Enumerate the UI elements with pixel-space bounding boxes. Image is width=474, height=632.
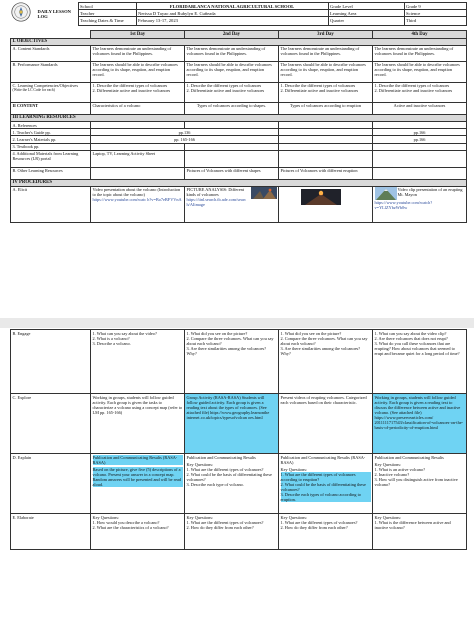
school-value: FLORIDABLANCA NATIONAL AGRICULTURAL SCHOOL xyxy=(136,3,328,10)
competencies-label xyxy=(11,82,91,102)
content-standards-d2: The learners demonstrate an understanding of volcanoes found in the Philippines. xyxy=(185,45,279,61)
engage-d4: 1. What can you say about the video clip? 2. Are there volcanoes that does not erupt? 3. What do you call these volcanoes that are erupting? How about volcanoes that seemed to erupt and became quiet for a long period of time? xyxy=(373,330,467,394)
explore-label: C. Explore xyxy=(11,394,91,454)
explore-d1: Working in groups, students will follow guided activity. Each group is given the tasks to characterize a volcano using a concept map (refer to LM pp. 165-166) xyxy=(91,394,185,454)
explore-d2: Group Activity (RASA-RASA) Students will follow guided activity. Each group is given a reading text about the types of volcanoes. (See attached file) https://www.geography.learnonthe internet.co.uk/topics/typesofvolcan oes.html xyxy=(185,394,279,454)
dates-label: Teaching Dates & Time xyxy=(78,17,136,26)
explain-d1-text: Based on the picture, give five (5) descriptions of a volcano. Present your answer in a concept map. Random answers will be presented and will be read aloud. xyxy=(92,466,182,487)
elaborate-d2: Key Questions: 1. What are the different types of volcanoes? 2. How do they differ from each other? xyxy=(185,514,279,550)
other-resources-label: B. Other Learning Resources xyxy=(11,167,91,179)
explain-d2 xyxy=(185,454,279,514)
mayon-image-icon xyxy=(375,187,397,200)
engage-d3: 1. What did you see on the picture? 2. Compare the three volcanoes. What can you say about each volcano? 3. Are there similarities among the volcanoes? Why? xyxy=(279,330,373,394)
performance-standards-d1: The learners should be able to describe volcanoes according to its shape, eruption, and eruption record. xyxy=(91,61,185,82)
elicit-d3 xyxy=(279,186,373,222)
elaborate-d4: Key Questions: 1. What is the difference between active and inactive volcano? xyxy=(373,514,467,550)
teachers-guide-value-d4: pp.166 xyxy=(373,129,467,136)
elaborate-d3: Key Questions: 1. What are the different types of volcanoes? 2. How do they differ from each other? xyxy=(279,514,373,550)
elicit-label: A. Elicit xyxy=(11,186,91,222)
procedures-title: IV PROCEDURES xyxy=(11,179,467,186)
explain-d4-text: Key Questions: 1. What is an active volcano? 2. Inactive volcano? 3. How will you distinguish active from inactive volcano? xyxy=(374,461,458,487)
quarter-label: Quarter xyxy=(328,17,404,26)
content-standards-d1: The learners demonstrate an understanding of volcanoes found in the Philippines. xyxy=(91,45,185,61)
teachers-guide-value: pp.136 xyxy=(91,129,279,136)
performance-standards-label: B. Performance Standards xyxy=(11,61,91,82)
explain-d3-text: 1. What are the different types of volcanoes according to eruption? 2. What could be the basis of differentiating these volcanoes? 3. Describe each types of volcano according to eruption. xyxy=(281,472,371,502)
teachers-guide-label: 1. Teacher's Guide pp. xyxy=(11,129,91,136)
day-4-header: 4th Day xyxy=(373,31,467,38)
header-table xyxy=(10,2,467,26)
day-1-header: 1st Day xyxy=(91,31,185,38)
teacher-value: Nerissa D Tayao and Rubylyn E. Cuñeada xyxy=(136,10,328,17)
learners-materials-value: pp. 165-166 xyxy=(91,136,279,143)
references-label: A. References xyxy=(11,121,91,128)
day-3-header: 3rd Day xyxy=(279,31,373,38)
competencies-d3: 1. Describe the different types of volcanoes 2. Differentiate active and inactive volcanoes xyxy=(279,82,373,102)
elicit-d1-text: Video presentation about the volcano (Introduction to the topic about the volcano) xyxy=(92,187,181,198)
explain-d1 xyxy=(91,454,185,514)
resources-title: III LEARNING RESOURCES xyxy=(11,114,467,121)
learners-materials-value-d4: pp.166 xyxy=(373,136,467,143)
explain-d3-pre: Key Questions: xyxy=(280,466,308,472)
elicit-d4-link[interactable]: https://www.youtube.com/watch? v=YLlZYbzWb0w xyxy=(374,200,433,211)
content-standards-label: A. Content Standards xyxy=(11,45,91,61)
textbook-label: 3. Textbook pp. xyxy=(11,143,91,150)
area-label: Learning Area xyxy=(328,10,404,17)
school-label: School xyxy=(78,3,136,10)
explore-d3: Present videos of erupting volcanoes. Categorized each volcanoes based on their characteristic. xyxy=(279,394,373,454)
explore-d4: Working in groups, students will follow guided activity. Each group is given a reading text to discuss the difference between active and inactive volcano. (See attached file) https://www.preservearticles.com/ 2011111717543/classification-of-volcanoes-on-the-basis-of-periodicity-of-eruption.html xyxy=(373,394,467,454)
explain-d1-title: Publication and Communicating Results (RASA-RASA) xyxy=(93,455,183,465)
competencies-d2: 1. Describe the different types of volcanoes 2. Differentiate active and inactive volcanoes xyxy=(185,82,279,102)
additional-materials-d1: Laptop, TV, Learning Activity Sheet xyxy=(91,150,185,167)
learners-materials-label: 2. Learner's Materials pp. xyxy=(11,136,91,143)
elicit-d2-text: PICTURE ANALYSIS: Different kinds of volcanoes xyxy=(186,187,244,198)
content-d2: Types of volcanoes according to shapes. xyxy=(185,102,279,114)
performance-standards-d2: The learners should be able to describe volcanoes according to its shape, eruption, and eruption record. xyxy=(185,61,279,82)
eruption-image-icon xyxy=(301,189,341,205)
performance-standards-d4: The learners should be able to describe volcanoes according to its shape, eruption, and eruption record. xyxy=(373,61,467,82)
performance-standards-d3: The learners should be able to describe volcanoes according to its shape, eruption, and eruption record. xyxy=(279,61,373,82)
explain-d3 xyxy=(279,454,373,514)
content-d3: Types of volcanoes according to eruption xyxy=(279,102,373,114)
elicit-d2 xyxy=(185,186,279,222)
other-resources-d3: Pictures of Volcanoes with different eruption xyxy=(279,167,373,179)
deped-seal-icon xyxy=(11,2,31,22)
lesson-table xyxy=(10,30,467,223)
content-d1: Characteristics of a volcano xyxy=(91,102,185,114)
procedures-table xyxy=(10,329,467,550)
elicit-d1 xyxy=(91,186,185,222)
quarter-value: Third xyxy=(404,17,466,26)
elaborate-d1: Key Questions: 1. How would you describe a volcano? 2. What are the characteristics of a volcano? xyxy=(91,514,185,550)
competencies-d4: 1. Describe the different types of volcanoes 2. Differentiate active and inactive volcanoes xyxy=(373,82,467,102)
area-value: Science xyxy=(404,10,466,17)
doc-title: DAILY LESSON LOG xyxy=(37,9,71,20)
grade-value: Grade 9 xyxy=(404,3,466,10)
elaborate-label: E. Elaborate xyxy=(11,514,91,550)
competencies-d1: 1. Describe the different types of volcanoes 2. Differentiate active and inactive volcanoes xyxy=(91,82,185,102)
dates-value: February 13-17, 2023 xyxy=(136,17,328,26)
competencies-title: C. Learning Competencies/Objectives xyxy=(12,83,79,89)
content-standards-d3: The learners demonstrate an understanding of volcanoes found in the Philippines. xyxy=(279,45,373,61)
objectives-title: I. OBJECTIVES xyxy=(11,38,467,45)
day-2-header: 2nd Day xyxy=(185,31,279,38)
grade-label: Grade Level xyxy=(328,3,404,10)
explain-label: D. Explain xyxy=(11,454,91,514)
explain-d2-title: Publication and Communicating Results xyxy=(186,454,256,460)
page-divider xyxy=(0,318,474,328)
content-d4: Active and inactive volcanoes xyxy=(373,102,467,114)
elicit-d2-link[interactable]: https://tinl.search.tb.ade.com/searc h/AIimage xyxy=(186,197,247,208)
engage-d1: 1. What can you say about the video? 2. What is a volcano? 3. Describe a volcano. xyxy=(91,330,185,394)
teacher-label: Teacher xyxy=(78,10,136,17)
elicit-d4 xyxy=(373,186,467,222)
explain-d2-text: Key Questions: 1. What are the different types of volcanoes? 2. What could be the basis of differentiating these volcanoes? 3. Describe each type of volcano. xyxy=(186,461,272,487)
page-two xyxy=(0,328,474,632)
engage-d2: 1. What did you see on the picture? 2. Compare the three volcanoes. What can you say about each volcano? 3. Are there similarities among the volcanoes? Why? xyxy=(185,330,279,394)
content-standards-d4: The learners demonstrate an understanding of volcanoes found in the Philippines. xyxy=(373,45,467,61)
explain-d4 xyxy=(373,454,467,514)
competencies-note: (Write the LC Code for each) xyxy=(12,88,55,93)
content-title: II CONTENT xyxy=(11,102,91,114)
additional-materials-label: 4. Additional Materials from Learning Resources (LR) portal xyxy=(11,150,91,167)
other-resources-d2: Pictures of Volcanoes with different shapes xyxy=(185,167,279,179)
explain-d4-title: Publication and Communicating Results xyxy=(374,454,444,460)
elicit-d1-link[interactable]: https://www.youtube.com/watc h?v=Bo7eBFVVnA xyxy=(92,197,182,203)
explain-d3-title: Publication and Communicating Results (RASA-RASA) xyxy=(280,454,366,465)
engage-label: B. Engage xyxy=(11,330,91,394)
volcano-image-icon xyxy=(251,187,277,199)
elicit-d4-text: Video clip presentation of an erupting Mt. Mayon xyxy=(397,187,463,198)
